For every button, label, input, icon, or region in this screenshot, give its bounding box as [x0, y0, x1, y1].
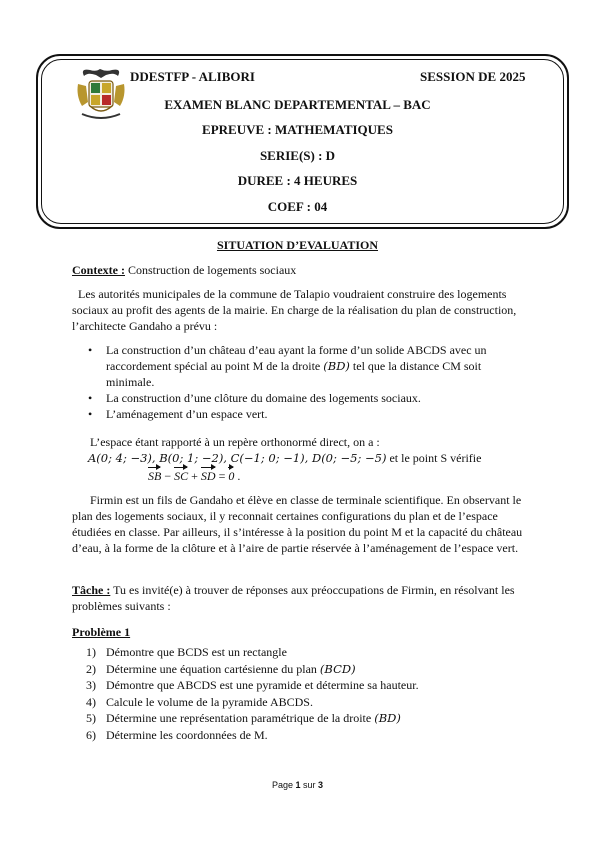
duration-label: DUREE : 4 HEURES: [237, 173, 358, 188]
vector-sc: SC: [174, 469, 189, 483]
points-line: [88, 450, 533, 466]
section-title: SITUATION D’EVALUATION: [216, 238, 379, 252]
problem-item: 6) Détermine les coordonnées de M.: [86, 727, 268, 742]
coef-label: COEF : 04: [267, 199, 328, 214]
problem-item: 5) Détermine une représentation paramétrique de la droite (BD): [86, 711, 401, 726]
task-paragraph: [72, 582, 532, 614]
task-label: Tâche :: [72, 583, 111, 597]
exam-title: EXAMEN BLANC DEPARTEMENTAL – BAC: [164, 97, 431, 112]
problem-item: 3) Démontre que ABCDS est une pyramide et détermine sa hauteur.: [86, 678, 419, 693]
context-label: Contexte :: [72, 263, 125, 277]
page-footer: Page 1 sur 3: [271, 780, 324, 790]
problem-item: 1) Démontre que BCDS est un rectangle: [86, 645, 287, 659]
session-label: SESSION DE 2025: [420, 69, 526, 84]
problem-item: 2) Détermine une équation cartésienne du plan (BCD): [86, 661, 356, 676]
vector-sd: SD: [200, 469, 216, 483]
space-intro: L’espace étant rapporté à un repère orthonormé direct, on a :: [90, 435, 380, 449]
bullet-item: • La construction d’une clôture du domaine des logements sociaux.: [72, 390, 532, 406]
point-s-text: et le point S vérifie: [386, 451, 482, 465]
firmin-paragraph: Firmin est un fils de Gandaho et élève en classe de terminale scientifique. En observant le plan des logements sociaux, il y reconnait certaines configurations du plan et de l’espace étudiées en classe. Par ailleurs, il s’intéresse à la position du point M et la capacité du château d’eau, à la forme de la clôture et à l’aire de partie réservée à l’aménagement de l’espace vert.: [72, 493, 523, 555]
problem-list: [72, 644, 532, 744]
subject-title: EPREUVE : MATHEMATIQUES: [202, 122, 393, 137]
context-text: Construction de logements sociaux: [124, 263, 297, 277]
coat-of-arms-icon: [76, 66, 126, 122]
intro-paragraph: Les autorités municipales de la commune de Talapio voudraient construire des logements sociaux au profit des agents de la mairie. En charge de la réalisation du plan de construction, l’architecte Gandaho a prévu :: [72, 287, 517, 333]
org-name: DDESTFP - ALIBORI: [130, 69, 255, 84]
bullet-item: • La construction d’un château d’eau ayant la forme d’un solide ABCDS avec un raccordement spécial au point M de la droite (BD) tel que la distance CM soit minimale.: [72, 342, 532, 390]
task-text: Tu es invité(e) à trouver de réponses aux préoccupations de Firmin, en résolvant les problèmes suivants :: [72, 583, 515, 613]
context-line: [72, 262, 532, 278]
zero-vector: 0: [228, 469, 235, 483]
series-label: SERIE(S) : D: [259, 148, 336, 163]
bullet-item: • L’aménagement d’un espace vert.: [72, 406, 532, 422]
problem-item: 4) Calcule le volume de la pyramide ABCDS.: [86, 694, 313, 709]
bullet-list: [72, 342, 532, 422]
vector-sb: SB: [148, 469, 162, 483]
points-coordinates: A(0; 4; −3), B(0; 1; −2), C(−1; 0; −1), D(0; −5; −5): [88, 451, 387, 465]
problem-title: Problème 1: [72, 625, 131, 639]
vector-equation: SB − SC + SD = 0 .: [148, 469, 241, 483]
